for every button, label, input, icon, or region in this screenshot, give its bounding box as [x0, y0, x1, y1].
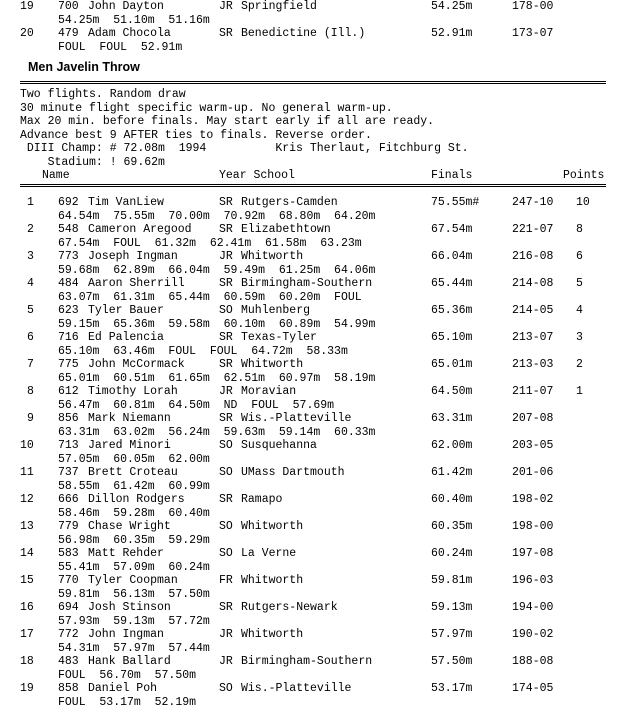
- athlete-name: Tyler Coopman: [88, 574, 178, 587]
- athlete-bib: 548: [58, 223, 79, 236]
- points: 10: [576, 196, 590, 209]
- athlete-year: SR: [219, 331, 233, 344]
- points: 6: [576, 250, 583, 263]
- result-place: 12: [20, 493, 34, 506]
- athlete-school: Wis.-Platteville: [241, 412, 352, 425]
- athlete-school: Whitworth: [241, 520, 304, 533]
- record-line: DIII Champ: # 72.08m 1994 Kris Therlaut, Fitchburg St.: [20, 142, 469, 155]
- points: 5: [576, 277, 583, 290]
- finals-mark: 75.55m#: [431, 196, 480, 209]
- athlete-school: Birmingham-Southern: [241, 277, 373, 290]
- finals-feet: 173-07: [512, 27, 554, 40]
- points: 3: [576, 331, 583, 344]
- athlete-name: Tim VanLiew: [88, 196, 164, 209]
- athlete-bib: 856: [58, 412, 79, 425]
- athlete-bib: 773: [58, 250, 79, 263]
- athlete-year: SR: [219, 27, 233, 40]
- result-place: 10: [20, 439, 34, 452]
- athlete-year: SR: [219, 358, 233, 371]
- athlete-year: SR: [219, 601, 233, 614]
- result-place: 2: [27, 223, 34, 236]
- result-place: 14: [20, 547, 34, 560]
- athlete-year: JR: [219, 385, 233, 398]
- points: 4: [576, 304, 583, 317]
- finals-feet: 201-06: [512, 466, 554, 479]
- header-year-school: Year School: [219, 169, 295, 182]
- athlete-name: Brett Croteau: [88, 466, 178, 479]
- athlete-year: JR: [219, 0, 233, 13]
- finals-mark: 62.00m: [431, 439, 473, 452]
- header-rule-bottom: [20, 184, 606, 187]
- finals-feet: 221-07: [512, 223, 554, 236]
- athlete-year: SO: [219, 682, 233, 695]
- athlete-year: SO: [219, 520, 233, 533]
- finals-mark: 65.36m: [431, 304, 473, 317]
- result-place: 7: [27, 358, 34, 371]
- athlete-bib: 772: [58, 628, 79, 641]
- attempts-series: 56.98m 60.35m 59.29m: [58, 533, 210, 547]
- athlete-bib: 692: [58, 196, 79, 209]
- athlete-bib: 583: [58, 547, 79, 560]
- finals-feet: 214-05: [512, 304, 554, 317]
- finals-mark: 66.04m: [431, 250, 473, 263]
- athlete-school: Springfield: [241, 0, 317, 13]
- result-place: 17: [20, 628, 34, 641]
- athlete-name: Matt Rehder: [88, 547, 164, 560]
- finals-feet: 203-05: [512, 439, 554, 452]
- athlete-year: SO: [219, 439, 233, 452]
- athlete-name: Mark Niemann: [88, 412, 171, 425]
- attempts-series: 58.46m 59.28m 60.40m: [58, 506, 210, 520]
- athlete-name: Timothy Lorah: [88, 385, 178, 398]
- stadium-record-line: Stadium: ! 69.62m: [20, 155, 165, 169]
- finals-mark: 63.31m: [431, 412, 473, 425]
- finals-feet: 247-10: [512, 196, 554, 209]
- athlete-school: Muhlenberg: [241, 304, 311, 317]
- athlete-year: SR: [219, 277, 233, 290]
- result-place: 3: [27, 250, 34, 263]
- result-place: 5: [27, 304, 34, 317]
- attempts-series: 57.93m 59.13m 57.72m: [58, 614, 210, 628]
- attempts-series: 54.25m 51.10m 51.16m: [58, 13, 210, 27]
- finals-feet: 174-05: [512, 682, 554, 695]
- athlete-bib: 612: [58, 385, 79, 398]
- athlete-bib: 779: [58, 520, 79, 533]
- athlete-school: Whitworth: [241, 250, 304, 263]
- athlete-school: Benedictine (Ill.): [241, 27, 366, 40]
- athlete-year: SR: [219, 412, 233, 425]
- athlete-name: Ed Palencia: [88, 331, 164, 344]
- athlete-name: Jared Minori: [88, 439, 171, 452]
- finals-mark: 57.50m: [431, 655, 473, 668]
- athlete-school: Birmingham-Southern: [241, 655, 373, 668]
- finals-mark: 65.01m: [431, 358, 473, 371]
- result-place: 4: [27, 277, 34, 290]
- athlete-bib: 713: [58, 439, 79, 452]
- athlete-bib: 716: [58, 331, 79, 344]
- attempts-series: 63.07m 61.31m 65.44m 60.59m 60.20m FOUL: [58, 290, 362, 304]
- header-finals: Finals: [431, 169, 473, 182]
- finals-feet: 198-00: [512, 520, 554, 533]
- result-place: 9: [27, 412, 34, 425]
- athlete-year: SO: [219, 466, 233, 479]
- athlete-year: FR: [219, 574, 233, 587]
- finals-feet: 198-02: [512, 493, 554, 506]
- athlete-year: JR: [219, 250, 233, 263]
- result-place: 15: [20, 574, 34, 587]
- finals-mark: 64.50m: [431, 385, 473, 398]
- event-note: 30 minute flight specific warm-up. No general warm-up.: [20, 101, 393, 115]
- athlete-year: SO: [219, 304, 233, 317]
- athlete-name: Chase Wright: [88, 520, 171, 533]
- athlete-bib: 484: [58, 277, 79, 290]
- athlete-bib: 737: [58, 466, 79, 479]
- finals-mark: 60.40m: [431, 493, 473, 506]
- finals-mark: 54.25m: [431, 0, 473, 13]
- athlete-name: Daniel Poh: [88, 682, 158, 695]
- event-note: Two flights. Random draw: [20, 88, 186, 101]
- finals-mark: 60.24m: [431, 547, 473, 560]
- attempts-series: 54.31m 57.97m 57.44m: [58, 641, 210, 655]
- athlete-name: Aaron Sherrill: [88, 277, 185, 290]
- attempts-series: 65.01m 60.51m 61.65m 62.51m 60.97m 58.19m: [58, 371, 376, 385]
- athlete-year: SR: [219, 223, 233, 236]
- athlete-school: Rutgers-Newark: [241, 601, 338, 614]
- result-place: 19: [20, 0, 34, 13]
- finals-feet: 213-07: [512, 331, 554, 344]
- result-place: 16: [20, 601, 34, 614]
- athlete-name: Dillon Rodgers: [88, 493, 185, 506]
- athlete-bib: 770: [58, 574, 79, 587]
- attempts-series: 57.05m 60.05m 62.00m: [58, 452, 210, 466]
- finals-feet: 213-03: [512, 358, 554, 371]
- finals-feet: 214-08: [512, 277, 554, 290]
- attempts-series: 63.31m 63.02m 56.24m 59.63m 59.14m 60.33m: [58, 425, 376, 439]
- athlete-year: SO: [219, 547, 233, 560]
- finals-feet: 188-08: [512, 655, 554, 668]
- athlete-school: Whitworth: [241, 628, 304, 641]
- finals-mark: 57.97m: [431, 628, 473, 641]
- result-place: 6: [27, 331, 34, 344]
- result-place: 19: [20, 682, 34, 695]
- result-place: 8: [27, 385, 34, 398]
- result-place: 1: [27, 196, 34, 209]
- athlete-name: Tyler Bauer: [88, 304, 164, 317]
- finals-mark: 52.91m: [431, 27, 473, 40]
- athlete-school: Wis.-Platteville: [241, 682, 352, 695]
- athlete-bib: 700: [58, 0, 79, 13]
- athlete-year: SR: [219, 493, 233, 506]
- finals-feet: 207-08: [512, 412, 554, 425]
- athlete-bib: 483: [58, 655, 79, 668]
- attempts-series: 56.47m 60.81m 64.50m ND FOUL 57.69m: [58, 398, 335, 412]
- points: 1: [576, 385, 583, 398]
- finals-mark: 61.42m: [431, 466, 473, 479]
- finals-mark: 60.35m: [431, 520, 473, 533]
- result-place: 13: [20, 520, 34, 533]
- finals-mark: 65.44m: [431, 277, 473, 290]
- athlete-name: Josh Stinson: [88, 601, 171, 614]
- finals-feet: 190-02: [512, 628, 554, 641]
- athlete-school: Susquehanna: [241, 439, 317, 452]
- athlete-bib: 479: [58, 27, 79, 40]
- athlete-name: John Ingman: [88, 628, 164, 641]
- athlete-bib: 775: [58, 358, 79, 371]
- result-place: 20: [20, 27, 34, 40]
- athlete-school: La Verne: [241, 547, 297, 560]
- finals-mark: 65.10m: [431, 331, 473, 344]
- event-note: Max 20 min. before finals. May start early if all are ready.: [20, 115, 435, 128]
- athlete-school: Moravian: [241, 385, 297, 398]
- athlete-school: UMass Dartmouth: [241, 466, 345, 479]
- attempts-series: 64.54m 75.55m 70.00m 70.92m 68.80m 64.20m: [58, 209, 376, 223]
- attempts-series: 59.15m 65.36m 59.58m 60.10m 60.89m 54.99m: [58, 317, 376, 331]
- attempts-series: 65.10m 63.46m FOUL FOUL 64.72m 58.33m: [58, 344, 348, 358]
- header-points: Points: [563, 169, 605, 182]
- points: 8: [576, 223, 583, 236]
- athlete-bib: 666: [58, 493, 79, 506]
- result-place: 11: [20, 466, 34, 479]
- athlete-name: Hank Ballard: [88, 655, 171, 668]
- athlete-name: Cameron Aregood: [88, 223, 192, 236]
- athlete-bib: 694: [58, 601, 79, 614]
- finals-feet: 194-00: [512, 601, 554, 614]
- points: 2: [576, 358, 583, 371]
- finals-mark: 53.17m: [431, 682, 473, 695]
- attempts-series: 67.54m FOUL 61.32m 62.41m 61.58m 63.23m: [58, 236, 362, 250]
- athlete-school: Whitworth: [241, 574, 304, 587]
- athlete-year: JR: [219, 628, 233, 641]
- event-note: Advance best 9 AFTER ties to finals. Reverse order.: [20, 128, 372, 142]
- finals-feet: 211-07: [512, 385, 554, 398]
- attempts-series: FOUL FOUL 52.91m: [58, 40, 183, 54]
- finals-feet: 197-08: [512, 547, 554, 560]
- athlete-name: Joseph Ingman: [88, 250, 178, 263]
- athlete-school: Elizabethtown: [241, 223, 331, 236]
- finals-feet: 216-08: [512, 250, 554, 263]
- athlete-year: SR: [219, 196, 233, 209]
- athlete-school: Rutgers-Camden: [241, 196, 338, 209]
- athlete-bib: 623: [58, 304, 79, 317]
- finals-mark: 67.54m: [431, 223, 473, 236]
- athlete-bib: 858: [58, 682, 79, 695]
- finals-feet: 196-03: [512, 574, 554, 587]
- finals-feet: 178-00: [512, 0, 554, 13]
- attempts-series: 59.81m 56.13m 57.50m: [58, 587, 210, 601]
- header-name: Name: [42, 169, 70, 182]
- event-title: Men Javelin Throw: [28, 60, 140, 74]
- result-place: 18: [20, 655, 34, 668]
- attempts-series: 59.68m 62.89m 66.04m 59.49m 61.25m 64.06m: [58, 263, 376, 277]
- athlete-school: Texas-Tyler: [241, 331, 317, 344]
- header-rule-top: [20, 81, 606, 84]
- finals-mark: 59.13m: [431, 601, 473, 614]
- finals-mark: 59.81m: [431, 574, 473, 587]
- attempts-series: FOUL 56.70m 57.50m: [58, 668, 197, 682]
- attempts-series: FOUL 53.17m 52.19m: [58, 695, 197, 709]
- athlete-name: John McCormack: [88, 358, 185, 371]
- attempts-series: 55.41m 57.09m 60.24m: [58, 560, 210, 574]
- athlete-year: JR: [219, 655, 233, 668]
- athlete-school: Ramapo: [241, 493, 283, 506]
- athlete-name: Adam Chocola: [88, 27, 171, 40]
- athlete-name: John Dayton: [88, 0, 164, 13]
- athlete-school: Whitworth: [241, 358, 304, 371]
- attempts-series: 58.55m 61.42m 60.99m: [58, 479, 210, 493]
